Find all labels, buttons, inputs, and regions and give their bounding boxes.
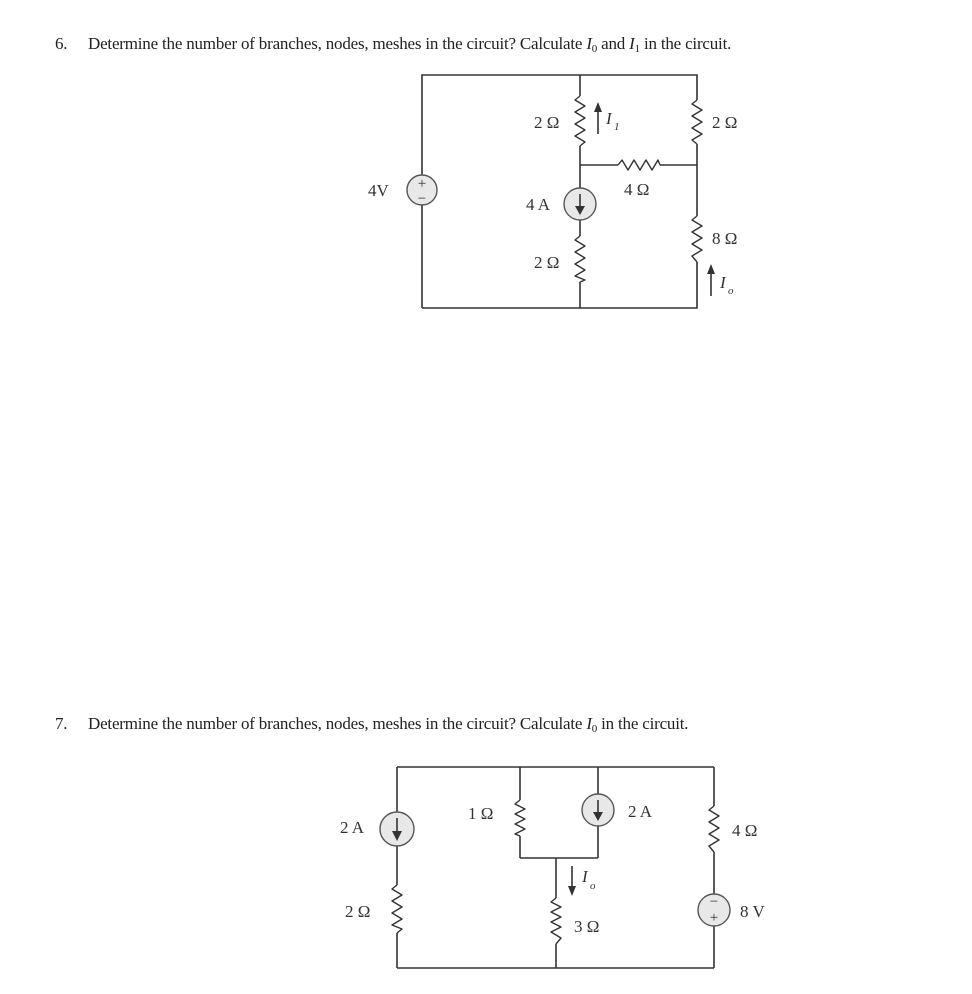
- resistor-1ohm: [515, 800, 525, 836]
- voltage-minus-sign: −: [417, 191, 427, 207]
- label-2ohm-left-bottom: 2 Ω: [534, 253, 560, 272]
- label-io-sub: o: [590, 880, 596, 892]
- label-2ohm-right-top: 2 Ω: [712, 113, 738, 132]
- question-6-var-i0: I: [586, 34, 592, 53]
- label-io-sub: o: [728, 285, 734, 297]
- label-i1-sub: 1: [614, 121, 620, 133]
- current-arrowhead-i1: [594, 102, 602, 112]
- label-3ohm: 3 Ω: [574, 917, 600, 936]
- circuit-diagram-6: [0, 0, 972, 340]
- resistor-2ohm: [392, 885, 402, 933]
- question-6-text-before: Determine the number of branches, nodes, meshes in the circuit? Calculate: [88, 34, 587, 53]
- label-4v: 4V: [368, 181, 389, 200]
- resistor-2ohm-left-bottom: [575, 236, 585, 282]
- label-io: I: [582, 867, 588, 886]
- question-7-text: [55, 714, 688, 735]
- resistor-2ohm-right-top: [692, 100, 702, 144]
- question-6-var-i1-sub: 1: [634, 43, 640, 55]
- current-arrowhead-io: [707, 264, 715, 274]
- question-7-number: 7.: [55, 714, 68, 733]
- voltage-plus-sign: +: [709, 910, 719, 926]
- question-7-var-i0-sub: 0: [591, 723, 598, 735]
- circuit-diagram-7: [0, 740, 972, 994]
- label-4ohm: 4 Ω: [624, 180, 650, 199]
- label-i1: I: [606, 109, 612, 128]
- resistor-8ohm: [692, 216, 702, 262]
- question-6-var-i0-sub: 0: [591, 43, 598, 55]
- resistor-2ohm-left-top: [575, 96, 585, 146]
- label-8v: 8 V: [740, 902, 765, 921]
- question-7-text-after: in the circuit.: [597, 714, 689, 733]
- wire-top: [422, 75, 697, 175]
- question-6-text-after: in the circuit.: [639, 34, 732, 53]
- label-2ohm: 2 Ω: [345, 902, 371, 921]
- label-4ohm: 4 Ω: [732, 821, 758, 840]
- label-2a-mid: 2 A: [628, 802, 653, 821]
- question-6-number: 6.: [55, 34, 68, 53]
- resistor-4ohm: [709, 806, 719, 852]
- question-7-var-i0: I: [586, 714, 592, 733]
- wire-bottom: [422, 262, 697, 308]
- label-4a: 4 A: [526, 195, 551, 214]
- question-7-text-before: Determine the number of branches, nodes, meshes in the circuit? Calculate: [88, 714, 587, 733]
- voltage-plus-sign: +: [417, 176, 427, 192]
- label-1ohm: 1 Ω: [468, 804, 494, 823]
- question-6-text-mid: and: [597, 34, 630, 53]
- label-2a-left: 2 A: [340, 818, 365, 837]
- label-io: I: [720, 273, 726, 292]
- resistor-3ohm: [551, 898, 561, 944]
- question-6-var-i1: I: [629, 34, 635, 53]
- voltage-minus-sign: −: [709, 894, 719, 910]
- resistor-4ohm: [618, 160, 660, 170]
- label-8ohm: 8 Ω: [712, 229, 738, 248]
- label-2ohm-left-top: 2 Ω: [534, 113, 560, 132]
- current-arrowhead-io: [568, 886, 576, 896]
